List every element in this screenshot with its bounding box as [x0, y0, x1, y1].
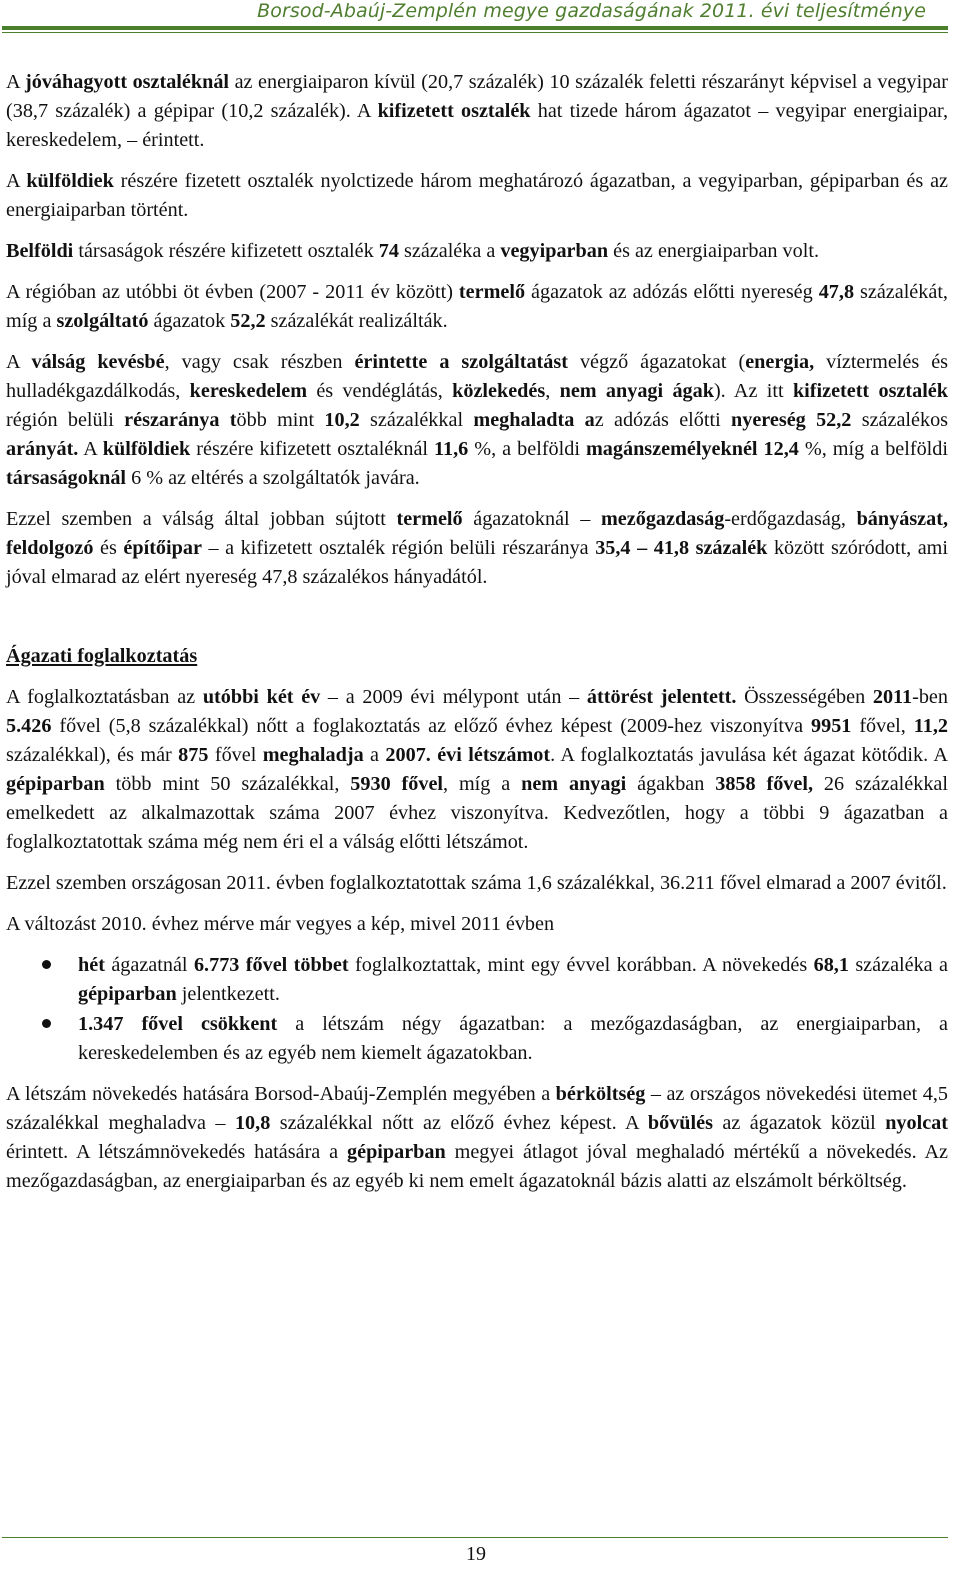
- paragraph-domestic-dividend: [6, 237, 948, 266]
- bold-text-run: külföldiek: [26, 170, 114, 192]
- bold-text-run: 35,4 – 41,8 százalék: [595, 537, 768, 559]
- bold-text-run: kifizetett osztalék: [792, 380, 948, 402]
- bold-text-run: 2011: [872, 686, 913, 708]
- section-title-sector-employment: Ágazati foglalkoztatás: [6, 645, 198, 667]
- text-run: részére kifizetett osztaléknál: [190, 438, 435, 460]
- bold-text-run: Belföldi: [6, 240, 74, 262]
- header-rule-thick: [2, 26, 948, 30]
- text-run: foglalkoztattak, mint egy évvel korábban. A növekedés: [348, 954, 814, 976]
- bullet-text: [78, 1013, 948, 1064]
- bold-text-run: 5.426: [6, 715, 52, 737]
- bold-text-run: termelő: [458, 281, 526, 303]
- bullet-list: [6, 951, 948, 1068]
- text-run: részére fizetett osztalék nyolctizede három meghatározó ágazatban, a vegyiparban, gépiparban és az energiaiparban történt.: [6, 170, 949, 221]
- header-rule-thin: [2, 32, 948, 33]
- bold-text-run: gépiparban: [6, 773, 105, 795]
- bold-text-run: gépiparban: [78, 983, 177, 1005]
- paragraph-wage-cost: [6, 1080, 948, 1196]
- bold-text-run: mezőgazdaság: [600, 508, 725, 530]
- text-run: ágakban: [626, 773, 716, 795]
- bold-text-run: kereskedelem: [189, 380, 308, 402]
- bold-text-run: válság kevésbé: [31, 351, 165, 373]
- text-run: régión belüli: [6, 409, 125, 431]
- document-body: [6, 68, 948, 1208]
- bold-text-run: nem anyagi: [521, 773, 627, 795]
- bold-text-run: külföldiek: [102, 438, 191, 460]
- bold-text-run: magánszemélyeknél 12,4: [585, 438, 799, 460]
- bold-text-run: 68,1: [813, 954, 849, 976]
- text-run: víztermelés és hulladékgazdálkodás,: [6, 351, 949, 402]
- bold-text-run: 11,2: [913, 715, 948, 737]
- bold-text-run: társaságoknál: [6, 467, 127, 489]
- bold-text-run: 1.347 fővel csökkent: [78, 1013, 278, 1035]
- text-run: ágazatok: [148, 310, 231, 332]
- bold-text-run: 52,2: [230, 310, 266, 332]
- bold-text-run: bérköltség: [555, 1083, 646, 1105]
- text-run: társaságok részére kifizetett osztalék: [73, 240, 379, 262]
- bold-text-run: közlekedés: [452, 380, 546, 402]
- bold-text-run: gépiparban: [347, 1141, 446, 1163]
- text-run: A: [6, 170, 27, 192]
- bold-text-run: termelő: [396, 508, 463, 530]
- bold-text-run: jóváhagyott osztaléknál: [25, 71, 230, 93]
- text-run: %, míg a belföldi: [798, 438, 948, 460]
- text-run: között szóródott, ami jóval elmarad az elért nyereség 47,8 százalékos hányadától.: [6, 537, 948, 588]
- paragraph-region-five-years: [6, 278, 948, 336]
- text-run: Összességében: [736, 686, 873, 708]
- text-run: z adózás előtti: [594, 409, 732, 431]
- running-header-title: Borsod-Abaúj-Zemplén megye gazdaságának 2011. évi teljesítménye: [257, 0, 926, 22]
- text-run: százaléka a: [848, 954, 949, 976]
- text-run: fővel (5,8 százalékkal) nőtt a foglakoztatás az előző évhez képest (2009-hez viszonyítva: [51, 715, 811, 737]
- text-run: fővel,: [851, 715, 914, 737]
- text-run: ágazatok az adózás előtti nyereség: [525, 281, 819, 303]
- text-run: fővel: [208, 744, 263, 766]
- text-run: %, a belföldi: [468, 438, 586, 460]
- bold-text-run: nem anyagi ágak: [559, 380, 714, 402]
- text-run: százalékát realizálták.: [265, 310, 448, 332]
- text-run: A foglalkoztatásban az: [6, 686, 203, 708]
- text-run: százalékkal: [359, 409, 474, 431]
- bold-text-run: arányát.: [6, 438, 79, 460]
- text-run: – a 2009 évi mélypont után –: [320, 686, 587, 708]
- bold-text-run: részaránya t: [124, 409, 237, 431]
- text-run: Ezzel szemben a válság által jobban sújtott: [6, 508, 397, 530]
- text-run: -erdőgazdaság,: [724, 508, 857, 530]
- bullet-item-decrease: [6, 1010, 948, 1068]
- text-run: az energiaiparon kívül (20,7 százalék) 10 százalék feletti részarányt képvisel a vegyipar (38,7 százalék) a gépipar (10,2 százalék). A: [6, 71, 948, 122]
- text-run: a: [363, 744, 386, 766]
- text-run: százaléka a: [398, 240, 501, 262]
- bold-text-run: 47,8: [818, 281, 855, 303]
- bold-text-run: 10,8: [234, 1112, 271, 1134]
- bold-text-run: 5930 fővel: [350, 773, 444, 795]
- text-run: hat tizede három ágazatot – vegyipar energiaipar, kereskedelem, – érintett.: [6, 100, 948, 151]
- bullet-icon: [42, 1019, 51, 1028]
- text-run: A: [78, 438, 103, 460]
- bold-text-run: nyereség 52,2: [731, 409, 852, 431]
- bullet-text: [78, 954, 948, 1005]
- text-run: az ágazatok közül: [712, 1112, 886, 1134]
- bold-text-run: 6.773 fővel többet: [193, 954, 349, 976]
- text-run: megyei átlagot jóval meghaladó mértékű a növekedés. Az mezőgazdaságban, az energiaiparban és az egyéb ki nem emelt ágazatoknál bázis alatti az elszámolt bérköltség.: [6, 1141, 948, 1192]
- bold-text-run: bányászat, feldolgozó: [6, 508, 948, 559]
- text-run: A: [6, 351, 32, 373]
- text-run: A régióban az utóbbi öt évben (2007 - 2011 év között): [6, 281, 459, 303]
- bold-text-run: áttörést jelentett.: [586, 686, 737, 708]
- bold-text-run: hét: [78, 954, 105, 976]
- bold-text-run: utóbbi két év: [202, 686, 321, 708]
- bold-text-run: energia,: [745, 351, 815, 373]
- text-run: százalékos: [851, 409, 949, 431]
- text-run: A létszám növekedés hatására Borsod-Abaúj-Zemplén megyében a: [6, 1083, 556, 1105]
- text-run: és az energiaiparban volt.: [608, 240, 820, 262]
- bold-text-run: kifizetett osztalék: [377, 100, 531, 122]
- paragraph-crisis-producers: [6, 505, 948, 592]
- bold-text-run: bővülés: [647, 1112, 713, 1134]
- text-run: , míg a: [443, 773, 522, 795]
- bold-text-run: nyolcat: [885, 1112, 948, 1134]
- text-run: öbb mint: [236, 409, 325, 431]
- text-run: -ben: [912, 686, 948, 708]
- page-number: 19: [466, 1543, 486, 1565]
- text-run: . A foglalkoztatás javulása két ágazat kötődik. A: [550, 744, 949, 766]
- paragraph-crisis-services: [6, 348, 948, 493]
- bold-text-run: 2007. évi létszámot: [385, 744, 551, 766]
- bold-text-run: 9951: [811, 715, 852, 737]
- bold-text-run: meghaladja: [262, 744, 364, 766]
- text-run: a létszám négy ágazatban: a mezőgazdaságban, az energiaiparban, a kereskedelemben és az egyéb nem kiemelt ágazatokban.: [78, 1013, 948, 1064]
- text-run: – a kifizetett osztalék régión belüli részaránya: [201, 537, 596, 559]
- text-run: és vendéglátás,: [307, 380, 453, 402]
- bold-text-run: 3858 fővel,: [715, 773, 814, 795]
- bold-text-run: 74: [378, 240, 399, 262]
- bold-text-run: vegyiparban: [500, 240, 609, 262]
- bold-text-run: meghaladta a: [473, 409, 595, 431]
- bullet-item-increase: [6, 951, 948, 1009]
- paragraph-national-employment: [6, 869, 948, 898]
- text-run: és: [93, 537, 124, 559]
- bullet-icon: [42, 960, 51, 969]
- text-run: végző ágazatokat (: [567, 351, 746, 373]
- text-run: A változást 2010. évhez mérve már vegyes a kép, mivel 2011 évben: [6, 913, 555, 935]
- bold-text-run: 10,2: [324, 409, 360, 431]
- text-run: ,: [545, 380, 560, 402]
- text-run: ágazatoknál –: [462, 508, 601, 530]
- text-run: ). Az itt: [713, 380, 793, 402]
- bold-text-run: 11,6: [434, 438, 469, 460]
- text-run: Ezzel szemben országosan 2011. évben foglalkoztatottak száma 1,6 százalékkal, 36.211 fővel elmarad a 2007 évitől.: [6, 872, 947, 894]
- paragraph-approved-dividend: [6, 68, 948, 155]
- bold-text-run: 875: [178, 744, 209, 766]
- text-run: több mint 50 százalékkal,: [104, 773, 351, 795]
- bold-text-run: építőipar: [123, 537, 202, 559]
- paragraph-employment-breakthrough: [6, 683, 948, 857]
- text-run: százalékkal), és már: [6, 744, 179, 766]
- text-run: százalékkal nőtt az előző évhez képest. A: [270, 1112, 648, 1134]
- text-run: ágazatnál: [104, 954, 194, 976]
- footer-rule: [2, 1537, 948, 1538]
- text-run: A: [6, 71, 25, 93]
- text-run: , vagy csak részben: [164, 351, 355, 373]
- page-header: [0, 0, 960, 35]
- bold-text-run: érintette a szolgáltatást: [354, 351, 568, 373]
- text-run: – az országos növekedési ütemet 4,5 százalékkal meghaladva –: [6, 1083, 948, 1134]
- text-run: jelentkezett.: [176, 983, 280, 1005]
- paragraph-foreign-dividend: [6, 167, 948, 225]
- text-run: százalékát, míg a: [6, 281, 948, 332]
- text-run: 6 % az eltérés a szolgáltatók javára.: [126, 467, 420, 489]
- text-run: érintett. A létszámnövekedés hatására a: [6, 1141, 348, 1163]
- bold-text-run: szolgáltató: [56, 310, 149, 332]
- text-run: 26 százalékkal emelkedett az alkalmazottak száma 2007 évhez viszonyítva. Kedvezőtlen, hogy a többi 9 ágazatban a foglalkoztatottak száma még nem éri el a válság előtti létszámot.: [6, 773, 948, 853]
- paragraph-change-2010: [6, 910, 948, 939]
